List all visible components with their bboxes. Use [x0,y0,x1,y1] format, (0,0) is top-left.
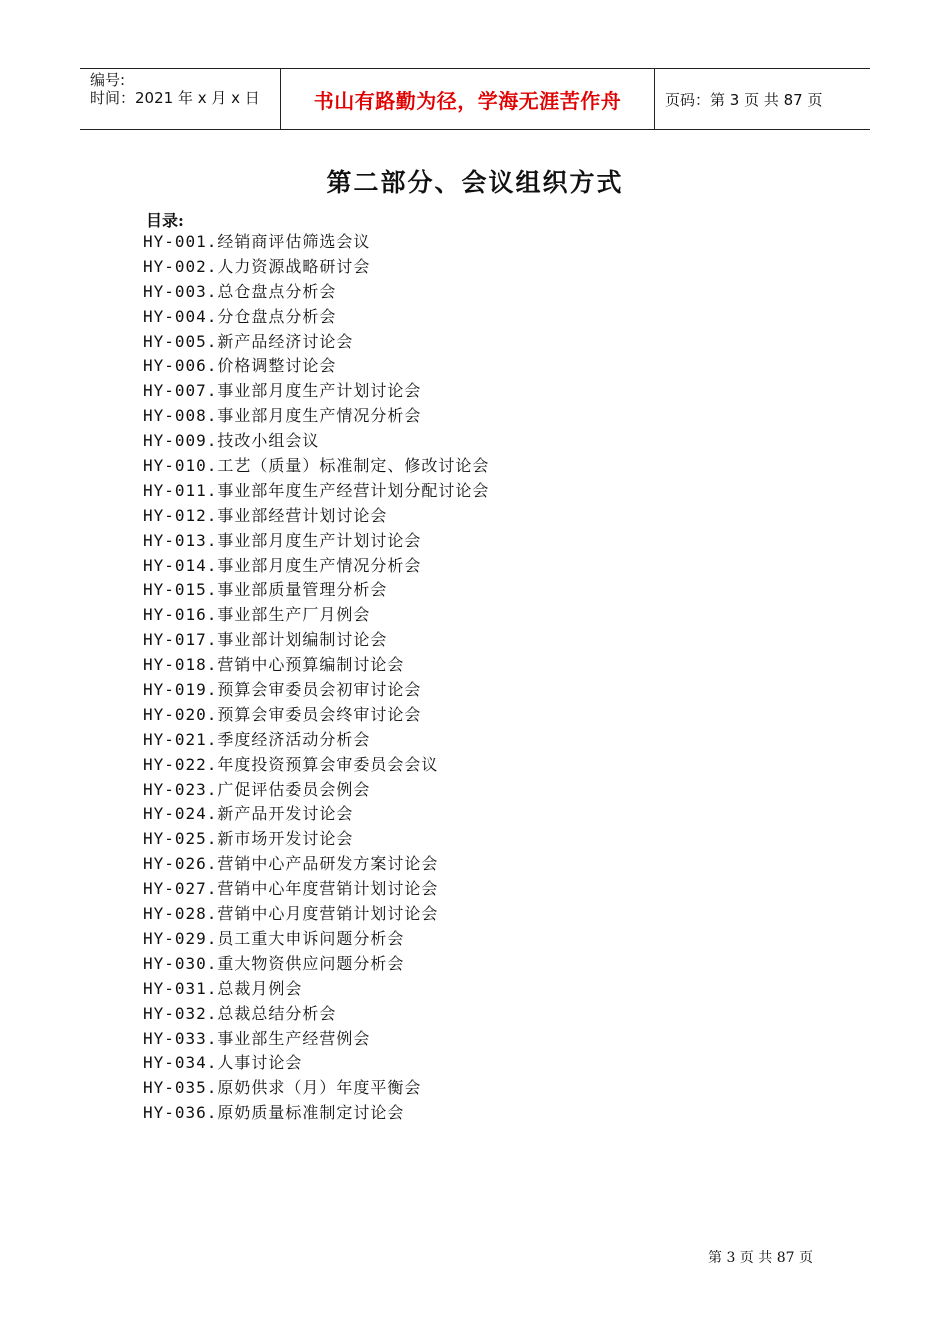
toc-item: HY-032.总裁总结分析会 [143,1003,337,1023]
header-page-info: 页码：第 3 页 共 87 页 [665,90,823,109]
toc-item: HY-030.重大物资供应问题分析会 [143,953,405,973]
toc-item: HY-007.事业部月度生产计划讨论会 [143,381,422,401]
header-meta [80,69,281,129]
toc-item: HY-029.员工重大申诉问题分析会 [143,928,405,948]
toc-item: HY-012.事业部经营计划讨论会 [143,505,388,525]
toc-item: HY-020.预算会审委员会终审讨论会 [143,704,422,724]
table-of-contents [143,230,489,1126]
toc-item: HY-010.工艺（质量）标准制定、修改讨论会 [143,456,490,476]
toc-item: HY-025.新市场开发讨论会 [143,829,354,849]
toc-item: HY-002.人力资源战略研讨会 [143,256,371,276]
toc-item: HY-001.经销商评估筛选会议 [143,232,371,251]
toc-item: HY-003.总仓盘点分析会 [143,281,337,301]
toc-item: HY-031.总裁月例会 [143,978,303,998]
toc-label: 目录: [146,211,184,230]
toc-item: HY-035.原奶供求（月）年度平衡会 [143,1078,422,1098]
page-header [80,68,870,130]
toc-item: HY-027.营销中心年度营销计划讨论会 [143,879,439,899]
toc-item: HY-006.价格调整讨论会 [143,356,337,376]
toc-item: HY-019.预算会审委员会初审讨论会 [143,680,422,700]
document-number-label: 编号: [90,71,126,89]
toc-item: HY-028.营销中心月度营销计划讨论会 [143,904,439,924]
toc-item: HY-018.营销中心预算编制讨论会 [143,655,405,675]
toc-item: HY-005.新产品经济讨论会 [143,331,354,351]
toc-item: HY-023.广促评估委员会例会 [143,779,371,799]
toc-item: HY-022.年度投资预算会审委员会会议 [143,754,439,774]
toc-item: HY-021.季度经济活动分析会 [143,729,371,749]
toc-item: HY-016.事业部生产厂月例会 [143,605,371,625]
toc-item: HY-036.原奶质量标准制定讨论会 [143,1103,405,1123]
toc-item: HY-013.事业部月度生产计划讨论会 [143,530,422,550]
page-footer: 第 3 页 共 87 页 [708,1250,813,1266]
document-title: 第二部分、会议组织方式 [326,168,624,197]
toc-item: HY-026.营销中心产品研发方案讨论会 [143,854,439,874]
toc-item: HY-008.事业部月度生产情况分析会 [143,406,422,426]
toc-item: HY-011.事业部年度生产经营计划分配讨论会 [143,480,490,500]
toc-item: HY-015.事业部质量管理分析会 [143,580,388,600]
toc-item: HY-004.分仓盘点分析会 [143,306,337,326]
document-time: 时间：2021 年 x 月 x 日 [90,89,260,107]
toc-item: HY-009.技改小组会议 [143,431,320,451]
toc-item: HY-034.人事讨论会 [143,1053,303,1073]
header-motto: 书山有路勤为径，学海无涯苦作舟 [281,69,655,129]
toc-item: HY-033.事业部生产经营例会 [143,1028,371,1048]
toc-item: HY-024.新产品开发讨论会 [143,804,354,824]
toc-item: HY-017.事业部计划编制讨论会 [143,630,388,650]
toc-item: HY-014.事业部月度生产情况分析会 [143,555,422,575]
